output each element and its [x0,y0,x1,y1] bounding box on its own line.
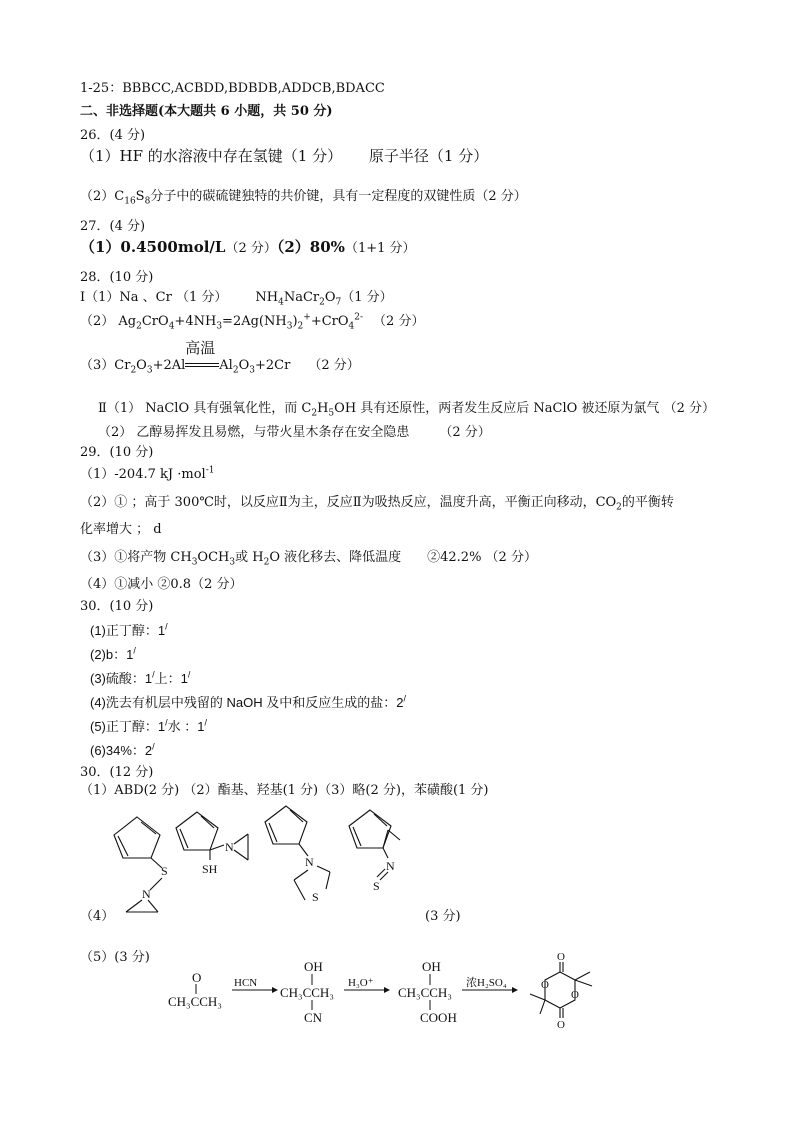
q28-I2e: +4NH [174,314,217,329]
q28-I3a: （3）Cr [80,358,131,373]
prod-O-bottom: O [557,1019,565,1031]
q28-I2o: （2 分） [373,314,425,329]
q30a-l6b: / [152,741,155,752]
q29-l4f: 2 [263,557,270,568]
prod-O-ring1: O [541,979,549,991]
q28-I2h: 3 [286,321,293,332]
q28-I1e: 2 [319,297,325,308]
q28-I2l: +CrO [310,314,349,329]
q28-I2n: 2- [354,312,364,323]
q29-l4c: OCH [197,550,230,565]
q28-I1g: 7 [335,297,342,308]
q29-heading: 29．(10 分) [80,445,154,460]
m3-COOH: COOH [420,1010,457,1025]
q30a-l3a: (3)硫酸：1 [90,671,153,686]
q28-I1f: O [324,290,336,305]
q28-I2j: 2 [297,321,304,332]
m1-formula: CH₃CCH₃ [168,994,222,1009]
q26-radius-answer: 原子半径（1 分） [368,147,489,165]
q30a-l2a: (2)b：1 [90,647,134,662]
q28-I3f: Al [219,358,233,373]
s4-S-label: S [373,879,380,893]
s4-N-label: N [386,859,395,873]
mc-answers: 1-25：BBBCC,ACBDD,BDBDB,ADDCB,BDACC [80,81,385,96]
q28-I3c: O [136,358,147,373]
q27-s2: （1+1 分） [344,241,416,256]
q28-I2g: =2Ag(NH [222,314,287,329]
q28-I1a: Ⅰ（1）Na 、Cr （1 分） [80,290,228,305]
q28-I3h: O [238,358,250,373]
q29-l1a: （1）-204.7 kJ ·mol [80,467,206,482]
q26-hf-answer: （1）HF 的水溶液中存在氢键（1 分） [80,147,343,165]
q27-a1: （1）0.4500mol/L [80,238,226,256]
q30a-l1b: / [165,621,168,632]
q28-I1c: 4 [278,297,284,308]
q30b-q4-label: （4） [80,909,115,924]
q30a-l3b: / [152,669,155,680]
m2-CN: CN [304,1010,323,1025]
q27-a2: （2）80% [276,238,345,256]
q28-II1a: Ⅱ（1） NaClO 具有强氧化性，而 C [98,401,312,416]
q27-s1: （2 分） [225,241,277,256]
q29-l4d: 3 [229,557,236,568]
s1-N-label: N [142,887,151,901]
q28-I1d: NaCr [283,290,320,305]
q30b-l1: （1）ABD(2 分) （2）酯基、羟基(1 分)（3）略(2 分)，苯磺酸(1 分) [80,783,489,798]
q30a-l5c: 水 ：1 [167,719,205,734]
m2-formula: CH₃CCH₃ [280,985,334,1000]
q30a-l4b: / [403,693,406,704]
q28-I1h: （1 分） [341,290,393,305]
r3-label: 浓H₂SO₄ [466,977,507,989]
q26-l2c: S [135,189,145,204]
q30a-l3d: / [187,669,191,680]
q30a-l5a: (5)正丁醇：1 [90,719,166,734]
q30a-l4a: (4)洗去有机层中残留的 NaOH 及中和反应生成的盐：2 [90,695,404,710]
q30a-l5d: / [204,717,207,728]
q28-I2k: + [303,312,311,323]
q30b-q4-score: (3 分) [425,909,461,924]
m2-OH: OH [304,959,323,974]
q27-heading: 27．(4 分) [80,219,146,234]
q29-l1b: -1 [205,465,215,476]
q28-II2b: （2 分） [439,425,491,440]
q28-II1b: 2 [311,408,318,419]
q30a-heading: 30．(10 分) [80,599,154,614]
q30b-heading: 30．(12 分) [80,765,154,780]
q28-II1c: H [317,401,329,416]
q28-I3e: +2Al [152,358,186,373]
q29-l5: （4）①减小 ②0.8（2 分） [80,577,243,592]
q28-I3b: 2 [130,365,137,376]
prod-O-top: O [557,951,565,963]
q29-l4a: （3）①将产物 CH [80,550,192,565]
q29-l4h: ②42.2% （2 分） [427,550,537,565]
q28-I2f: 3 [216,321,223,332]
m3-formula: CH₃CCH₃ [398,985,452,1000]
q26-l2b: 16 [124,196,136,207]
q28-I3i: 3 [249,365,255,376]
q30a-l6a: (6)34%：2 [90,743,153,758]
section-title: 二、非选择题(本大题共 6 小题，共 50 分) [80,104,333,119]
m1-O: O [192,970,202,985]
r2-label: H₃O⁺ [348,977,374,989]
q30a-l3c: 上：1 [154,671,188,686]
q28-I2i: ) [292,314,298,329]
q29-l4b: 3 [191,557,198,568]
q28-II1d: 5 [328,408,335,419]
s3-S-label: S [312,890,319,904]
q28-heading: 28．(10 分) [80,270,154,285]
q28-I3k: （2 分） [308,358,360,373]
q30a-l2b: / [133,645,136,656]
q28-I2d: 4 [168,321,175,332]
q28-I2b: 2 [136,321,142,332]
r1-label: HCN [234,977,258,989]
s3-N-label: N [305,855,314,869]
s1-S-label: S [161,864,168,878]
q28-I2c: CrO [141,314,169,329]
q28-I3d: 3 [146,365,153,376]
q30b-q5-label: （5）(3 分) [80,950,150,965]
q28-II1e: OH 具有还原性，两者发生反应后 NaClO 被还原为氯气 （2 分） [334,401,715,416]
m3-OH: OH [422,959,441,974]
s2-N-label: N [225,840,234,854]
q28-I3g: 2 [232,365,239,376]
q26-l2d: 8 [144,196,151,207]
q26-heading: 26．(4 分) [80,128,146,143]
q29-l2b: 2 [616,502,622,513]
s2-SH-label: SH [202,862,218,876]
q28-I2m: 4 [348,321,355,332]
q29-l4e: 或 H [235,550,264,565]
q29-l2a: （2）① ；高于 300℃时，以反应Ⅱ为主，反应Ⅱ为吸热反应，温度升高，平衡正向移动，CO [80,495,617,510]
q29-l2c: 的平衡转 [621,495,674,510]
prod-O-ring2: O [571,989,579,1001]
q30a-l5b: / [165,717,168,728]
q29-l3: 化率增大 ； d [80,522,162,537]
q28-I3j: +2Cr [254,358,291,373]
q26-l2e: 分子中的碳硫键独特的共价键，具有一定程度的双键性质（2 分） [150,189,527,204]
q30a-l1a: (1)正丁醇：1 [90,623,166,638]
q28-II2a: （2） 乙醇易挥发且易燃，与带火星木条存在安全隐患 [98,425,410,440]
q28-I1b: NH [255,290,279,305]
product-ring [530,962,592,1018]
q28-I2a: （2） Ag [80,314,137,329]
q29-l4g: O 液化移去、降低温度 [269,550,402,565]
q26-l2a: （2）C [80,189,125,204]
q28-I3cond: 高温 [185,338,216,357]
